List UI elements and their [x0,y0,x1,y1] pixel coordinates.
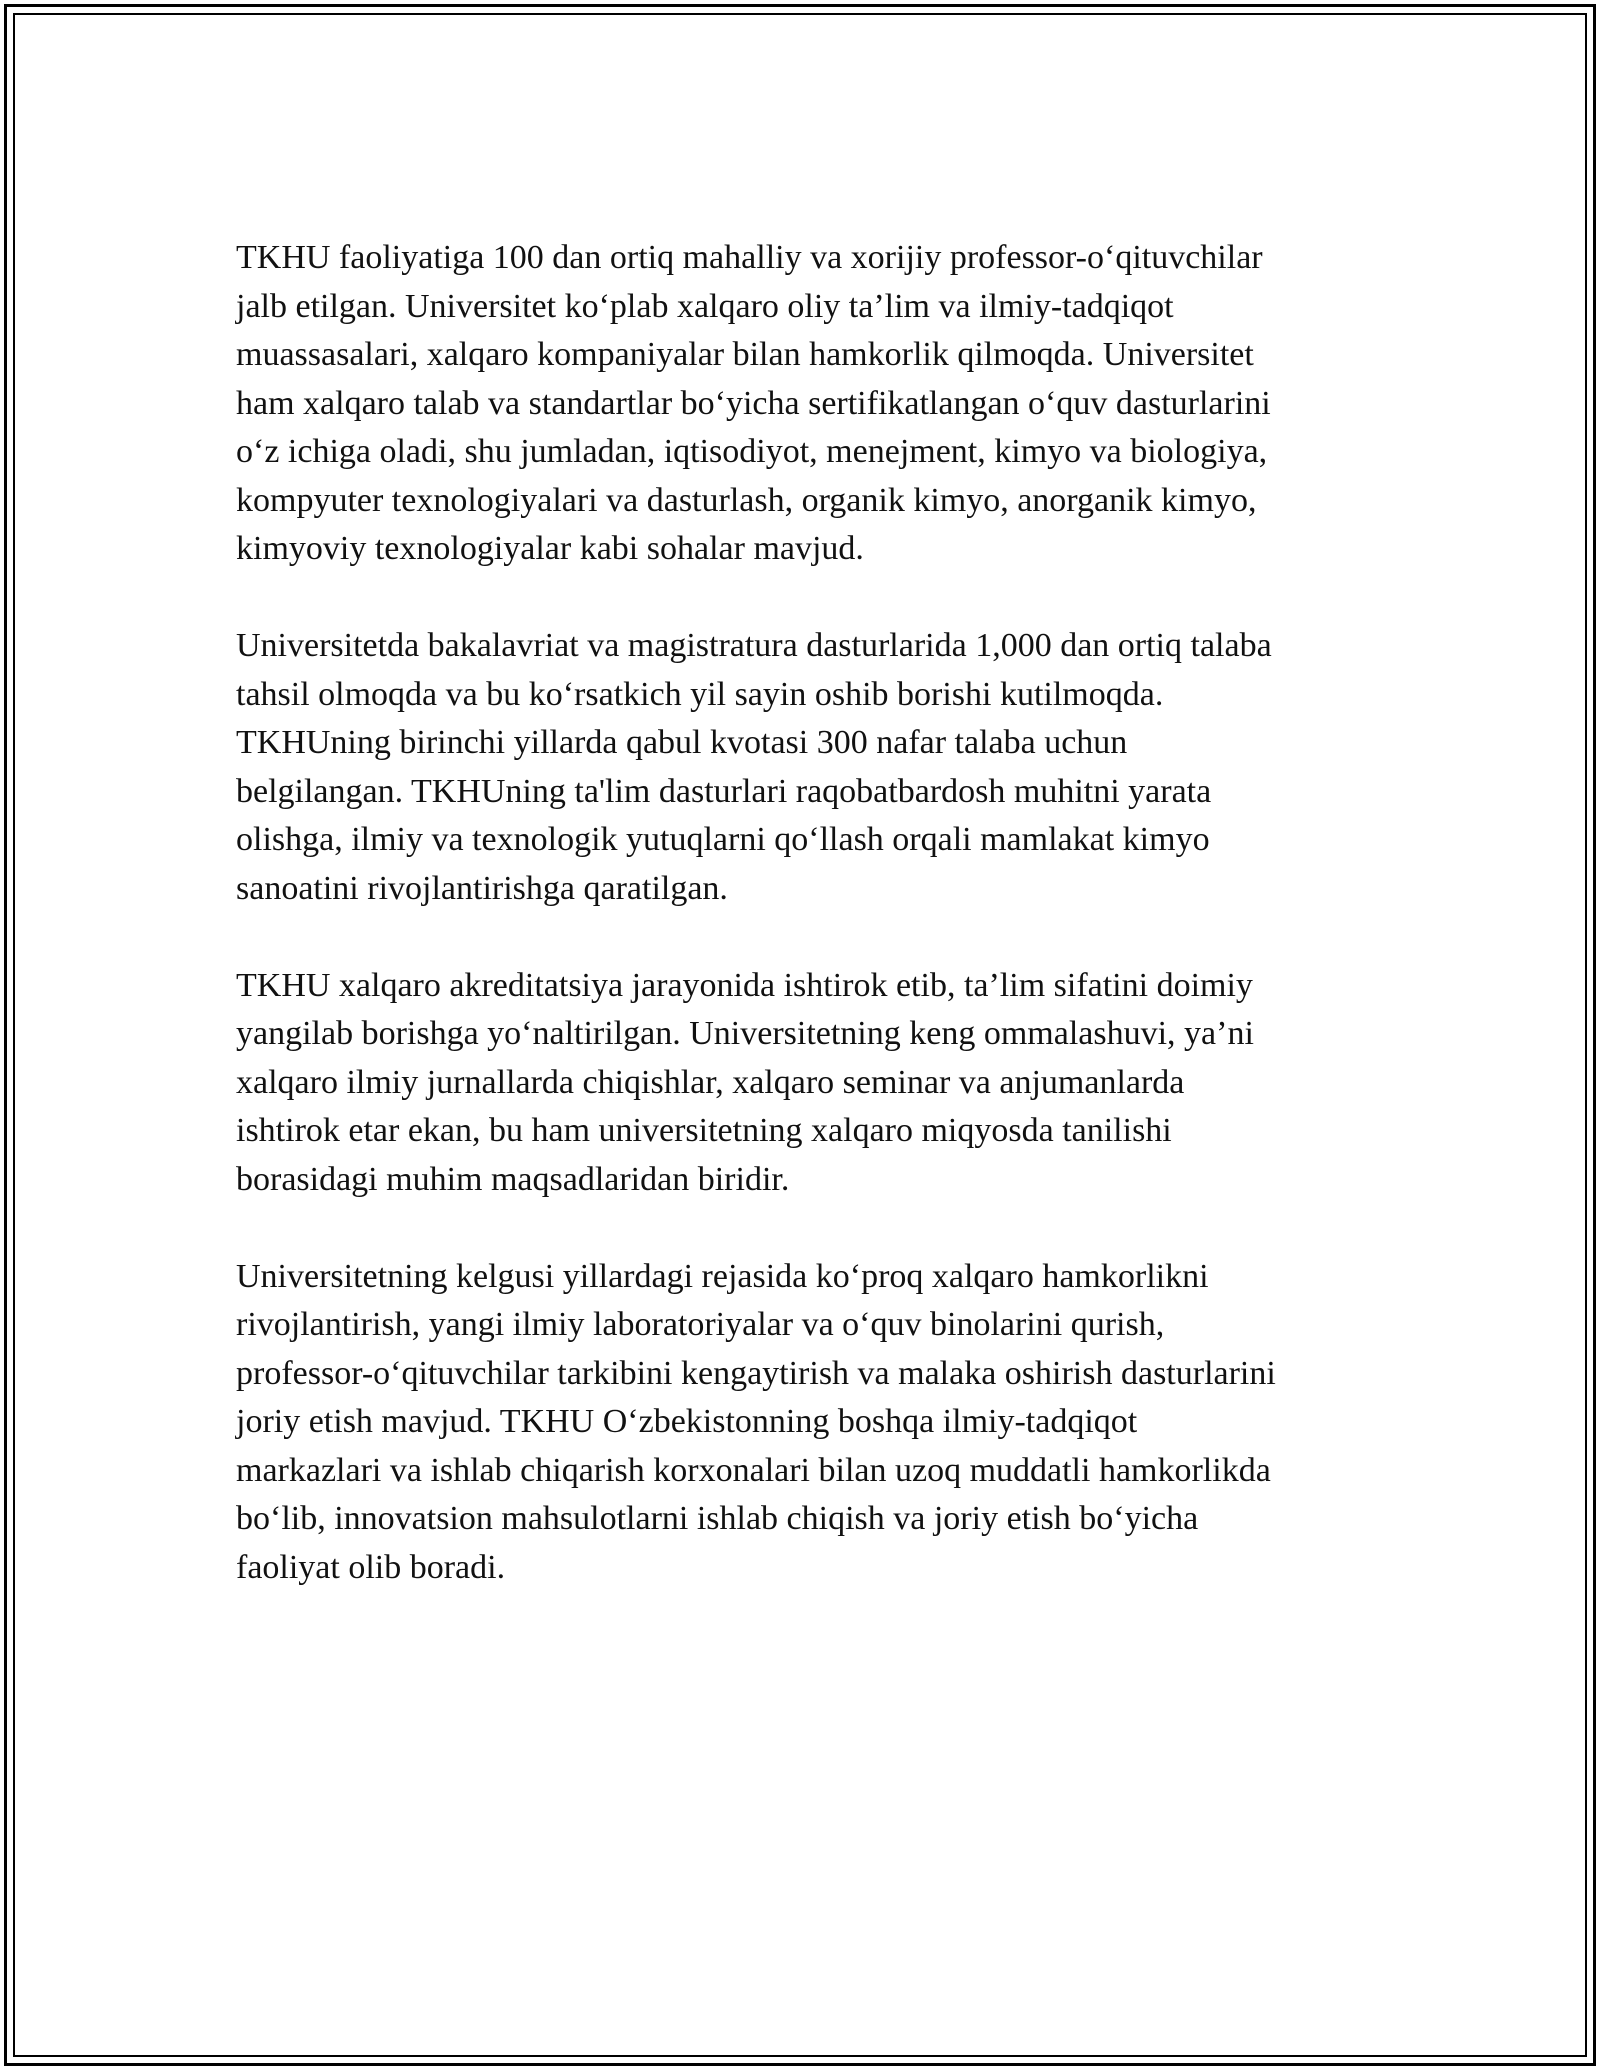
text-line: rivojlantirish, yangi ilmiy laboratoriyalar va o‘quv binolarini qurish, [236,1306,1165,1343]
text-line: ishtirok etar ekan, bu ham universitetning xalqaro miqyosda tanilishi [236,1112,1172,1149]
text-line: xalqaro ilmiy jurnallarda chiqishlar, xalqaro seminar va anjumanlarda [236,1063,1185,1101]
text-line: markazlari va ishlab chiqarish korxonalari bilan uzoq muddatli hamkorlikda [236,1451,1271,1489]
text-line: muassasalari, xalqaro kompaniyalar bilan hamkorlik qilmoqda. Universitet [236,336,1254,373]
text-line: belgilangan. TKHUning ta'lim dasturlari raqobatbardosh muhitni yarata [236,772,1212,810]
text-line: tahsil olmoqda va bu ko‘rsatkich yil sayin oshib borishi kutilmoqda. [236,675,1164,713]
text-line: ham xalqaro talab va standartlar bo‘yicha sertifikatlangan o‘quv dasturlarini [236,384,1271,422]
text-line: borasidagi muhim maqsadlaridan biridir. [236,1160,790,1198]
text-line: bo‘lib, innovatsion mahsulotlarni ishlab chiqish va joriy etish bo‘yicha [236,1500,1199,1537]
text-line: joriy etish mavjud. TKHU O‘zbekistonning boshqa ilmiy-tadqiqot [236,1403,1138,1440]
text-line: olishga, ilmiy va texnologik yutuqlarni qo‘llash orqali mamlakat kimyo [236,821,1210,858]
text-line: kompyuter texnologiyalari va dasturlash, organik kimyo, anorganik kimyo, [236,481,1257,519]
paragraph-3 [236,962,1366,1205]
text-line: professor-o‘qituvchilar tarkibini kengaytirish va malaka oshirish dasturlarini [236,1354,1276,1392]
paragraph-4 [236,1253,1366,1593]
text-line: TKHUning birinchi yillarda qabul kvotasi 300 nafar talaba uchun [236,724,1128,761]
text-line: kimyoviy texnologiyalar kabi sohalar mavjud. [236,530,864,567]
document-body [236,234,1366,1641]
text-line: sanoatini rivojlantirishga qaratilgan. [236,869,728,907]
text-line: jalb etilgan. Universitet ko‘plab xalqaro oliy ta’lim va ilmiy-tadqiqot [236,287,1174,325]
paragraph-1 [236,234,1366,574]
text-line: Universitetning kelgusi yillardagi rejasida ko‘proq xalqaro hamkorlikni [236,1257,1209,1295]
text-line: yangilab borishga yo‘naltirilgan. Universitetning keng ommalashuvi, ya’ni [236,1015,1254,1052]
text-line: Universitetda bakalavriat va magistratura dasturlarida 1,000 dan ortiq talaba [236,627,1272,664]
text-line: faoliyat olib boradi. [236,1548,506,1586]
text-line: o‘z ichiga oladi, shu jumladan, iqtisodiyot, menejment, kimyo va biologiya, [236,433,1268,470]
text-line: TKHU xalqaro akreditatsiya jarayonida ishtirok etib, ta’lim sifatini doimiy [236,966,1253,1004]
paragraph-2 [236,622,1366,913]
text-line: TKHU faoliyatiga 100 dan ortiq mahalliy va xorijiy professor-o‘qituvchilar [236,239,1263,276]
